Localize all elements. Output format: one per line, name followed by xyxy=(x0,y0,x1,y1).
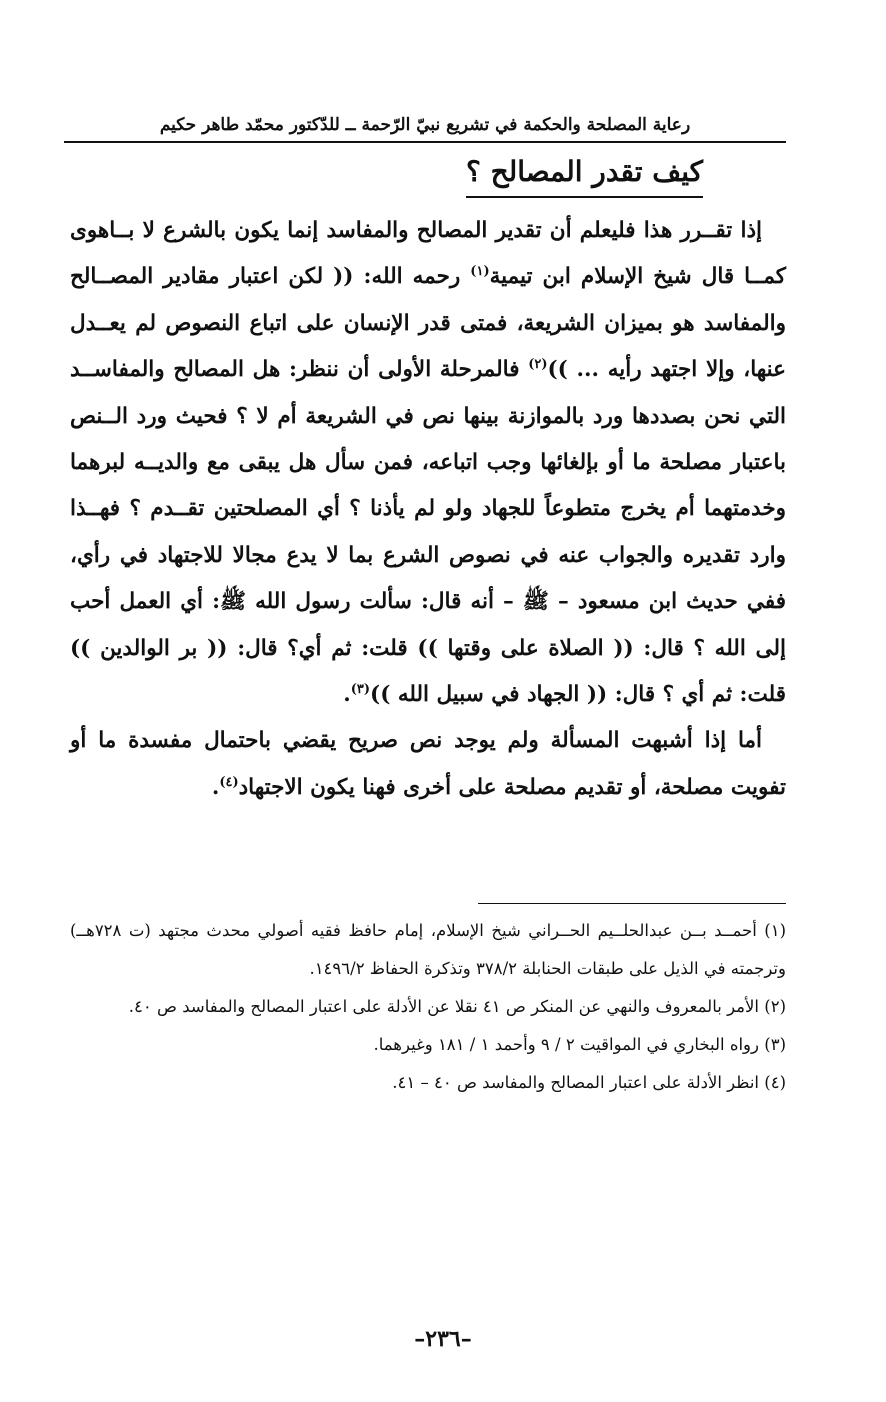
paragraph-1 xyxy=(70,208,786,718)
paragraph-2-part-1: أما إذا أشبهت المسألة ولم يوجد نص صريح يقضي باحتمال مفسدة ما أو تفويت مصلحة، أو تقديم مصلحة على أخرى فهنا يكون الاجتهاد xyxy=(70,728,786,800)
footnote-2: (٢) الأمر بالمعروف والنهي عن المنكر ص ٤١ نقلا عن الأدلة على اعتبار المصالح والمفاسد ص ٤٠. xyxy=(128,997,786,1016)
running-header: رعاية المصلحة والحكمة في تشريع نبيّ الرّحمة ــ للدّكتور محمّد طاهر حكيم xyxy=(159,115,691,135)
footnote-ref-4: (٤) xyxy=(219,774,239,790)
footnote-4: (٤) انظر الأدلة على اعتبار المصالح والمفاسد ص ٤٠ – ٤١. xyxy=(392,1073,786,1092)
paragraph-1-part-2: رحمه الله: (( لكن اعتبار مقادير المصــالح والمفاسد هو بميزان الشريعة، فمتى قدر الإنسان على اتباع النصوص لم يعــدل عنها، وإلا اجتهد رأيه ... )) xyxy=(70,264,787,383)
section-heading: كيف تقدر المصالح ؟ xyxy=(466,150,703,198)
footnote-1: (١) أحمــد بــن عبدالحلــيم الحــراني شيخ الإسلام، إمام حافظ فقيه أصولي محدث مجتهد (ت ٧٢٨هــ) وترجمته في الذيل على طبقات الحنابلة ٣٧٨/٢ وتذكرة الحفاظ ١٤٩٦/٢. xyxy=(70,921,786,978)
body-text xyxy=(70,208,786,811)
footnotes xyxy=(70,912,786,1102)
footnote-3: (٣) رواه البخاري في المواقيت ٢ / ٩ وأحمد ١ / ١٨١ وغيرهما. xyxy=(373,1035,786,1054)
paragraph-1-part-3: فالمرحلة الأولى أن ننظر: هل المصالح والمفاســد التي نحن بصددها ورد بالموازنة بينها نص في الشريعة أم لا ؟ فحيث ورد الــنص باعتبار مصلحة ما أو بإلغائها وجب اتباعه، فمن سأل هل يبقى مع والديــه لبرهما وخدمتهما أم يخرج متطوعاً للجهاد ولو لم يأذنا ؟ أي المصلحتين تقــدم ؟ فهــذا وارد تقديره والجواب عنه في نصوص الشرع بما لا يدع مجالا للاجتهاد في رأي، ففي حديث ابن مسعود – ﷺ – أنه قال: سألت رسول الله ﷺ: أي العمل أحب إلى الله ؟ قال: (( الصلاة على وقتها )) قلت: ثم أي؟ قال: (( بر الوالدين )) قلت: ثم أي ؟ قال: (( الجهاد في سبيل الله )) xyxy=(70,357,786,708)
footnote-ref-3: (٣) xyxy=(350,681,371,697)
header-rule xyxy=(64,141,786,143)
footnote-separator xyxy=(478,903,786,904)
paragraph-2 xyxy=(70,718,786,811)
footnote-ref-1: (١) xyxy=(470,264,490,280)
paragraph-2-part-2: . xyxy=(211,774,220,800)
paragraph-1-part-4: . xyxy=(343,682,351,708)
footnote-ref-2: (٢) xyxy=(528,357,548,373)
page-number: –٢٣٦– xyxy=(414,1326,472,1352)
paragraph-1-part-1: إذا تقــرر هذا فليعلم أن تقدير المصالح والمفاسد إنما يكون بالشرع لا بــاهوى كمــا قال شيخ الإسلام ابن تيمية xyxy=(70,218,786,290)
